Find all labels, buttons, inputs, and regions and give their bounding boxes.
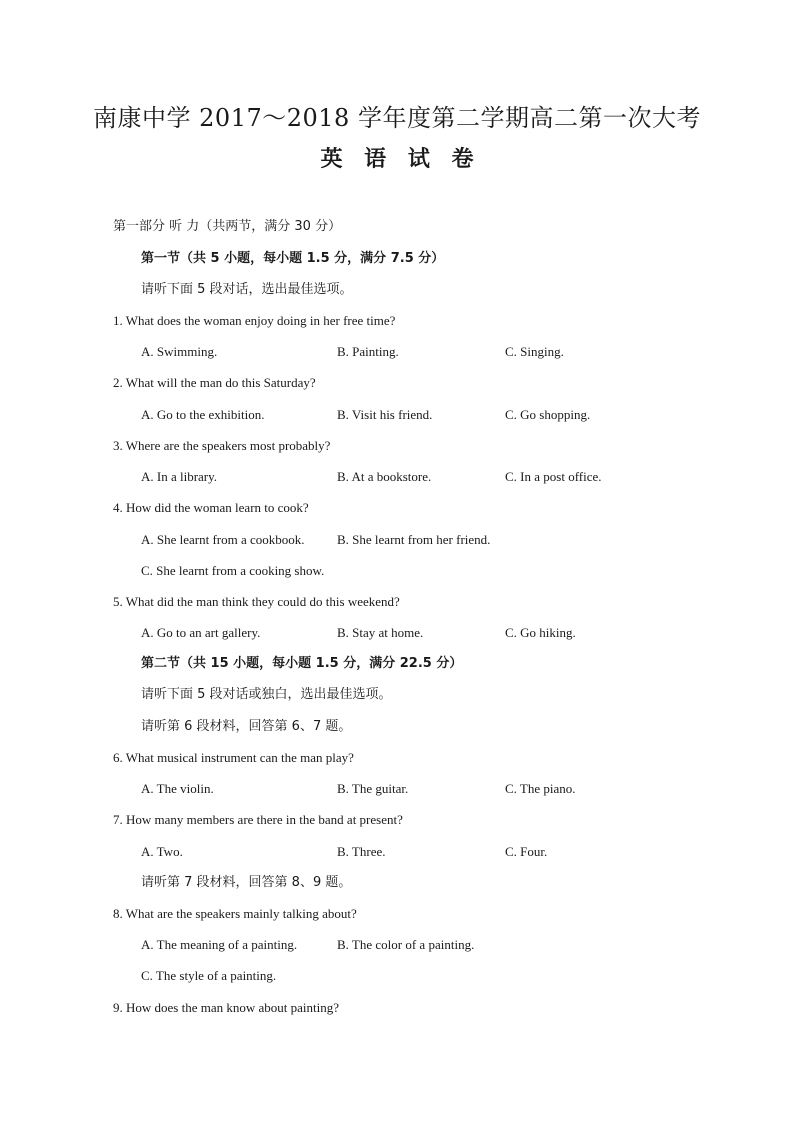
q8-option-c: C. The style of a painting.	[141, 968, 277, 983]
part1-heading: 第一部分 听 力（共两节，满分 30 分）	[113, 219, 342, 234]
question-7: 7. How many members are there in the band at present?	[113, 812, 403, 827]
q5-option-a: A. Go to an art gallery.	[141, 625, 261, 640]
q7-option-c: C. Four.	[505, 844, 548, 859]
q3-option-b: B. At a bookstore.	[337, 469, 432, 484]
q3-option-c: C. In a post office.	[505, 469, 602, 484]
section2-heading: 第二节（共 15 小题，每小题 1.5 分，满分 22.5 分）	[141, 656, 463, 671]
q1-option-a: A. Swimming.	[141, 344, 218, 359]
q4-option-b: B. She learnt from her friend.	[337, 532, 491, 547]
q7-option-b: B. Three.	[337, 844, 386, 859]
q4-option-a: A. She learnt from a cookbook.	[141, 532, 305, 547]
q6-option-b: B. The guitar.	[337, 781, 409, 796]
q2-option-a: A. Go to the exhibition.	[141, 407, 265, 422]
material-7-instruction: 请听第 7 段材料，回答第 8、9 题。	[141, 875, 352, 890]
q5-option-b: B. Stay at home.	[337, 625, 424, 640]
q1-option-b: B. Painting.	[337, 344, 399, 359]
q8-option-a: A. The meaning of a painting.	[141, 937, 298, 952]
section1-heading: 第一节（共 5 小题，每小题 1.5 分，满分 7.5 分）	[141, 251, 445, 266]
question-8: 8. What are the speakers mainly talking about?	[113, 906, 357, 921]
page-title: 南康中学 2017～2018 学年度第二学期高二第一次大考	[93, 104, 701, 132]
question-3: 3. Where are the speakers most probably?	[113, 438, 331, 453]
question-5: 5. What did the man think they could do this weekend?	[113, 594, 400, 609]
q6-option-a: A. The violin.	[141, 781, 214, 796]
question-2: 2. What will the man do this Saturday?	[113, 375, 316, 390]
q2-option-c: C. Go shopping.	[505, 407, 591, 422]
q7-option-a: A. Two.	[141, 844, 183, 859]
section2-instruction: 请听下面 5 段对话或独白，选出最佳选项。	[141, 687, 392, 702]
section1-instruction: 请听下面 5 段对话，选出最佳选项。	[141, 282, 353, 297]
page-subtitle: 英 语 试 卷	[320, 146, 474, 172]
q1-option-c: C. Singing.	[505, 344, 564, 359]
q6-option-c: C. The piano.	[505, 781, 576, 796]
q5-option-c: C. Go hiking.	[505, 625, 576, 640]
question-6: 6. What musical instrument can the man play?	[113, 750, 354, 765]
question-1: 1. What does the woman enjoy doing in her free time?	[113, 313, 396, 328]
q8-option-b: B. The color of a painting.	[337, 937, 475, 952]
material-6-instruction: 请听第 6 段材料，回答第 6、7 题。	[141, 719, 352, 734]
q3-option-a: A. In a library.	[141, 469, 218, 484]
question-9: 9. How does the man know about painting?	[113, 1000, 340, 1015]
question-4: 4. How did the woman learn to cook?	[113, 500, 309, 515]
q4-option-c: C. She learnt from a cooking show.	[141, 563, 325, 578]
q2-option-b: B. Visit his friend.	[337, 407, 433, 422]
